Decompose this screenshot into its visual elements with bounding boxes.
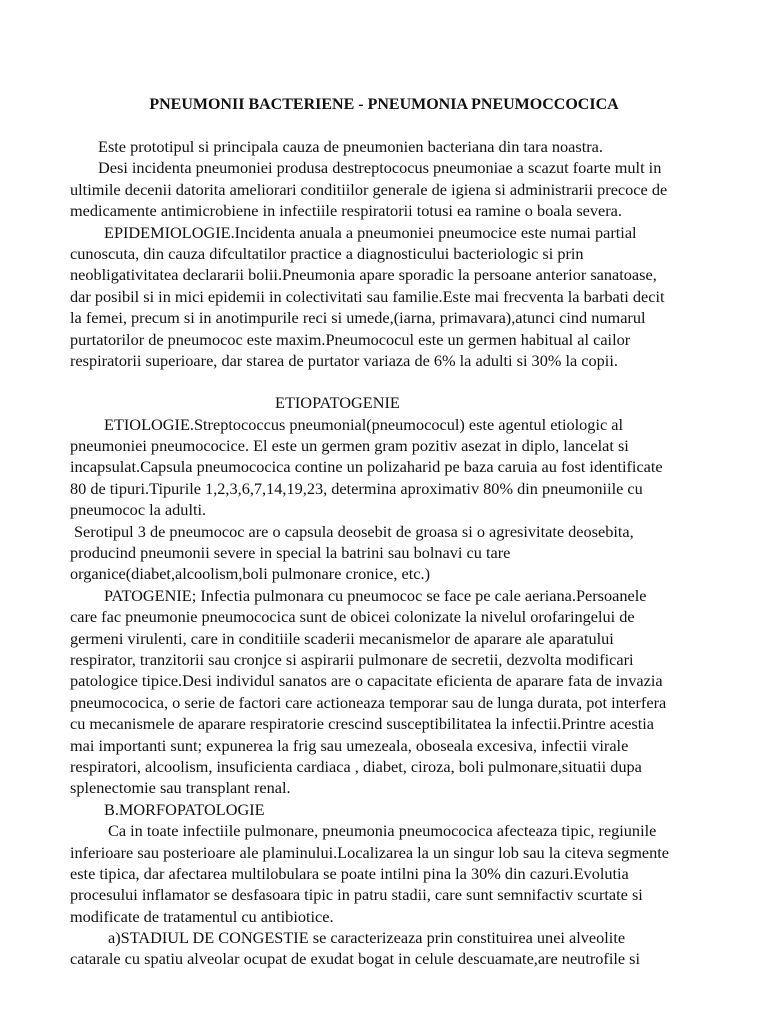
text-line: respirator, tranzitorii sau cronjce si aspirarii pulmonare de secretii, dezvolta modificari: [70, 649, 634, 669]
text-line: medicamente antimicrobiene in infectiile respiratorii totusi ea ramine o boala severa.: [70, 201, 622, 221]
text-line: catarale cu spatiu alveolar ocupat de exudat bogat in celule descuamate,are neutrofile si: [70, 949, 641, 969]
text-line: 80 de tipuri.Tipurile 1,2,3,6,7,14,19,23, determina aproximativ 80% din pneumoniile cu: [70, 478, 643, 498]
text-line: cu mecanismele de aparare respiratorie crescind susceptibilitatea la infectii.Printre acestia: [70, 714, 655, 734]
document-body: [70, 136, 720, 970]
text-line: B.MORFOPATOLOGIE: [104, 799, 265, 819]
text-line: pneumococica, o serie de factori care actioneaza temporar sau de lunga durata, pot interfera: [70, 692, 667, 712]
text-line: Desi incidenta pneumoniei produsa destreptococus pneumoniae a scazut foarte mult in: [98, 158, 662, 178]
text-line: Ca in toate infectiile pulmonare, pneumonia pneumococica afecteaza tipic, regiunile: [108, 821, 657, 841]
text-line: modificate de tratamentul cu antibiotice.: [70, 906, 334, 926]
text-line: organice(diabet,alcoolism,boli pulmonare cronice, etc.): [70, 564, 431, 584]
text-line: este tipica, dar afectarea multilobulara se poate intilni pina la 30% din cazuri.Evolutia: [70, 863, 629, 883]
text-line: a)STADIUL DE CONGESTIE se caracterizeaza prin constituirea unei alveolite: [108, 928, 626, 948]
text-line: dar posibil si in mici epidemii in colectivitati sau familie.Este mai frecventa la barbati decit: [70, 286, 665, 306]
text-line: neobligativitatea declararii bolii.Pneumonia apare sporadic la persoane anterior sanatoase,: [70, 265, 657, 285]
text-line: la femei, precum si in anotimpurile reci si umede,(iarna, primavara),atunci cind numarul: [70, 308, 646, 328]
document-title: PNEUMONII BACTERIENE - PNEUMONIA PNEUMOCCOCICA: [149, 96, 619, 113]
text-line: cunoscuta, din cauza difcultatilor practice a diagnosticului bacteriologic si prin: [70, 243, 584, 263]
text-line: respiratori, alcoolism, insuficienta cardiaca , diabet, ciroza, boli pulmonare,situatii dupa: [70, 756, 642, 776]
text-line: producind pneumonii severe in special la batrini sau bolnavi cu tare: [70, 543, 511, 563]
text-line: germeni virulenti, care in conditiile scaderii mecanismelor de aparare ale aparatului: [70, 628, 614, 648]
text-line: [70, 371, 720, 392]
text-line: incapsulat.Capsula pneumococica contine un polizaharid pe baza caruia au fost identificate: [70, 457, 663, 477]
text-line: ultimile decenii datorita ameliorari conditiilor generale de igiena si administrarii precoce de: [70, 179, 668, 199]
text-line: PATOGENIE; Infectia pulmonara cu pneumococ se face pe cale aeriana.Persoanele: [104, 585, 647, 605]
text-line: inferioare sau posterioare ale plaminului.Localizarea la un singur lob sau la citeva segmente: [70, 842, 669, 862]
text-line: respiratorii superioare, dar starea de purtator variaza de 6% la adulti si 30% la copii.: [70, 350, 618, 370]
text-line: purtatorilor de pneumococ este maxim.Pneumococul este un germen habitual al cailor: [70, 329, 631, 349]
text-line: ETIOLOGIE.Streptococcus pneumonial(pneumococul) este agentul etiologic al: [104, 414, 624, 434]
text-line: patologice tipice.Desi individul sanatos are o capacitate eficienta de aparare fata de invazia: [70, 671, 663, 691]
section-heading: ETIOPATOGENIE: [275, 393, 400, 413]
text-line: splenectomie sau transplant renal.: [70, 778, 291, 798]
text-line: procesului inflamator se desfasoara tipic in patru stadii, care sunt semnifactiv scurtate si: [70, 885, 643, 905]
text-line: pneumoniei pneumococice. El este un germen gram pozitiv asezat in diplo, lancelat si: [70, 436, 629, 456]
text-line: mai importanti sunt; expunerea la frig sau umezeala, oboseala excesiva, infectii virale: [70, 735, 629, 755]
text-line: Serotipul 3 de pneumococ are o capsula deosebit de groasa si o agresivitate deosebita,: [74, 521, 634, 541]
text-line: care fac pneumonie pneumococica sunt de obicei colonizate la nivelul orofaringelui de: [70, 607, 635, 627]
text-line: Este prototipul si principala cauza de pneumonien bacteriana din tara noastra.: [98, 137, 603, 156]
text-line: pneumococ la adulti.: [70, 500, 207, 520]
text-line: EPIDEMIOLOGIE.Incidenta anuala a pneumoniei pneumocice este numai partial: [104, 222, 637, 242]
